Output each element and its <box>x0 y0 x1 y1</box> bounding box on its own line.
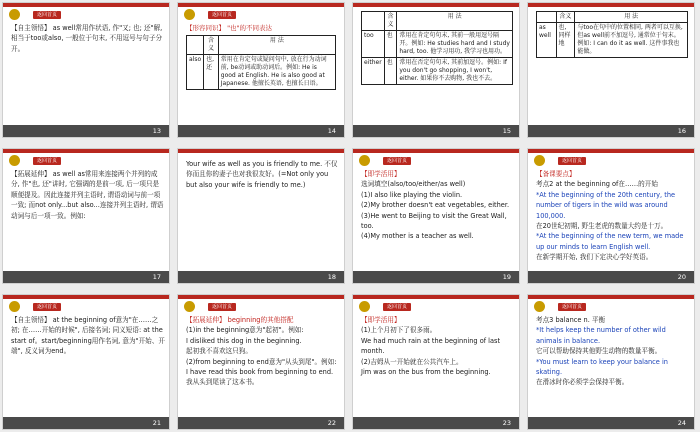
slide-21[interactable] <box>2 294 170 430</box>
home-icon[interactable] <box>534 301 545 312</box>
home-icon[interactable] <box>359 301 370 312</box>
slide-top-bar <box>353 295 519 299</box>
slide-number: 21 <box>152 419 161 427</box>
slide-top-bar <box>528 295 694 299</box>
slide-footer <box>353 271 519 283</box>
slide-15[interactable] <box>352 2 520 138</box>
table-header <box>362 12 385 31</box>
slide-number: 19 <box>502 273 511 281</box>
table-cell: 也, 同样地 <box>556 23 575 58</box>
table-cell: as well <box>537 23 557 58</box>
table-cell: 与too在句中的位置相同, 两者可以互换, 但as well前不加逗号, 通常位于句末。例如: I can do it as well. 这件事我也能做。 <box>575 23 688 58</box>
slide-13[interactable] <box>2 2 170 138</box>
table-cell: 也 <box>384 58 397 85</box>
slide-number: 14 <box>327 127 336 135</box>
table-header: 含义 <box>556 12 575 23</box>
slide-text: Your wife as well as you is friendly to me. 不仅你而且你的妻子也对我很友好。(=Not only you but also your wife is friendly to me.) <box>186 160 338 189</box>
slide-footer <box>178 271 344 283</box>
slide-footer <box>528 271 694 283</box>
table-cell: 常用在肯定句或疑问句中, 放在行为动词前, be动词或助动词后。例如: He is good at English. He is also good at Japanese. 他擅长英语, 也擅长日语。 <box>218 55 335 90</box>
back-home-button[interactable]: 返回首页 <box>33 157 61 165</box>
example-cn: 在滑冰时你必须学会保持平衡。 <box>536 378 629 387</box>
table-header: 用 法 <box>397 12 513 31</box>
slide-footer <box>3 125 169 137</box>
slide-footer <box>353 417 519 429</box>
slide-number: 13 <box>152 127 161 135</box>
table-header <box>537 12 557 23</box>
slide-19[interactable] <box>352 148 520 284</box>
slide-18[interactable] <box>177 148 345 284</box>
home-icon[interactable] <box>534 155 545 166</box>
exercise-item: (1)I also like playing the violin. <box>361 190 463 199</box>
slide-top-bar <box>178 3 344 7</box>
slide-footer <box>528 125 694 137</box>
text-line: I have read this book from beginning to end. <box>186 368 334 377</box>
slide-16[interactable] <box>527 2 695 138</box>
slide-footer <box>353 125 519 137</box>
slide-17[interactable] <box>2 148 170 284</box>
slide-title: 【形容同识】 "也"的不同表达 <box>186 24 273 32</box>
slide-number: 16 <box>677 127 686 135</box>
text-line: (1)in the beginning意为"起初"。例如: <box>186 326 304 335</box>
slide-top-bar <box>353 149 519 153</box>
slide-content <box>536 315 690 415</box>
text-line: Jim was on the bus from the beginning. <box>361 368 491 377</box>
back-home-button[interactable]: 返回首页 <box>208 11 236 19</box>
slide-number: 20 <box>677 273 686 281</box>
home-icon[interactable] <box>9 301 20 312</box>
key-point: 考点2 at the beginning of在……的开始 <box>536 180 658 189</box>
slide-top-bar <box>178 149 344 153</box>
slide-footer <box>3 271 169 283</box>
slide-text: 【拓展延伸】 as well as常用来连接两个并列的成分, 作"也, 还"讲时, 它强调的是前一项, 后一项只是顺便提及。因此连接并列主语时, 谓语动词与前一项一致; 而not only...but also...连接并列主语时, 谓语动词与后一项一致。例如: <box>11 170 164 220</box>
slide-number: 22 <box>327 419 336 427</box>
text-line: (2)吉姆从一开始就在公共汽车上。 <box>361 357 463 366</box>
table-cell: 常用在肯定句句末, 其前一般用逗号隔开。例如: He studies hard and I study hard, too. 他学习用功, 我学习也用功。 <box>397 31 513 58</box>
table-header: 含义 <box>204 36 219 55</box>
text-line: (1)上个月初下了很多雨。 <box>361 326 437 335</box>
slide-top-bar <box>528 3 694 7</box>
exercise-item: (4)My mother is a teacher as well. <box>361 232 474 241</box>
table-header: 用 法 <box>575 12 688 23</box>
slide-top-bar <box>178 295 344 299</box>
slide-footer <box>178 125 344 137</box>
slide-title: 【备课要点】 <box>536 170 576 178</box>
usage-table <box>186 35 336 90</box>
usage-table <box>361 11 513 85</box>
slide-number: 23 <box>502 419 511 427</box>
table-header <box>187 36 204 55</box>
back-home-button[interactable]: 返回首页 <box>208 303 236 311</box>
text-line: We had much rain at the beginning of last month. <box>361 336 501 356</box>
text-line: I disliked this dog in the beginning. <box>186 336 302 345</box>
table-cell: also <box>187 55 204 90</box>
back-home-button[interactable]: 返回首页 <box>383 303 411 311</box>
slide-23[interactable] <box>352 294 520 430</box>
table-cell: 也 <box>384 31 397 58</box>
slide-14[interactable] <box>177 2 345 138</box>
slide-number: 17 <box>152 273 161 281</box>
slide-footer <box>178 417 344 429</box>
slide-content <box>361 315 515 415</box>
example-cn: 它可以帮助保持其他野生动物的数量平衡。 <box>536 347 662 356</box>
exercise-item: (2)My brother doesn't eat vegetables, either. <box>361 201 510 210</box>
slide-content <box>536 11 690 123</box>
slide-22[interactable] <box>177 294 345 430</box>
back-home-button[interactable]: 返回首页 <box>558 303 586 311</box>
back-home-button[interactable]: 返回首页 <box>383 157 411 165</box>
exercise-intro: 选词填空(also/too/either/as well) <box>361 180 466 189</box>
home-icon[interactable] <box>359 155 370 166</box>
slide-top-bar <box>3 295 169 299</box>
slide-number: 24 <box>677 419 686 427</box>
back-home-button[interactable]: 返回首页 <box>33 11 61 19</box>
table-header: 用 法 <box>218 36 335 55</box>
back-home-button[interactable]: 返回首页 <box>33 303 61 311</box>
home-icon[interactable] <box>184 301 195 312</box>
example-cn: 在新学期开始, 我们下定决心学好英语。 <box>536 253 653 262</box>
example-en: *You must learn to keep your balance in skating. <box>536 357 668 377</box>
slide-24[interactable] <box>527 294 695 430</box>
slide-footer <box>3 417 169 429</box>
home-icon[interactable] <box>9 155 20 166</box>
usage-table <box>536 11 688 58</box>
example-en: *At the beginning of the new term, we made up our minds to learn English well. <box>536 232 684 251</box>
slide-title: 【即学活用】 <box>361 170 401 178</box>
slide-20[interactable] <box>527 148 695 284</box>
slide-number: 15 <box>502 127 511 135</box>
table-header: 含义 <box>384 12 397 31</box>
slide-content <box>361 169 515 269</box>
table-cell: 也, 还 <box>204 55 219 90</box>
home-icon[interactable] <box>184 9 195 20</box>
slide-content <box>536 169 690 269</box>
slide-top-bar <box>3 149 169 153</box>
slide-content <box>186 23 340 123</box>
slide-number: 18 <box>327 273 336 281</box>
back-home-button[interactable]: 返回首页 <box>558 157 586 165</box>
slide-top-bar <box>528 149 694 153</box>
key-point: 考点3 balance n. 平衡 <box>536 316 606 324</box>
home-icon[interactable] <box>9 9 20 20</box>
table-cell: 常用在否定句句末, 其前加逗号。例如: If you don't go shopping, I won't, either. 如果你不去购物, 我也不去。 <box>397 58 513 85</box>
slide-top-bar <box>3 3 169 7</box>
table-cell: either <box>362 58 385 85</box>
slide-title: 【拓展延伸】 beginning的其他搭配 <box>186 316 294 324</box>
example-en: *It helps keep the number of other wild animals in balance. <box>536 326 666 345</box>
slide-title: 【即学活用】 <box>361 316 401 324</box>
slide-content <box>186 315 340 415</box>
text-line: (2)from beginning to end意为"从头到尾"。例如: <box>186 357 337 366</box>
slide-footer <box>528 417 694 429</box>
slide-text: 【自主领悟】 at the beginning of意为"在……之初; 在……开始的时候", 后接名词; 同义短语: at the start of。start/beginning用作名词, 意为"开始、开端", 反义词为end。 <box>11 316 165 356</box>
exercise-item: (3)He went to Beijing to visit the Great Wall, too. <box>361 211 507 231</box>
slide-text: 【自主领悟】 as well常用作状语, 作"又; 也; 还"解, 相当于too或also, 一般位于句末, 不用逗号与句子分开。 <box>11 24 163 53</box>
slide-top-bar <box>353 3 519 7</box>
table-cell: too <box>362 31 385 58</box>
text-line: 我从头到尾读了这本书。 <box>186 378 259 387</box>
example-cn: 在20世纪初期, 野生老虎的数量大约是十万。 <box>536 222 668 231</box>
text-line: 起初我不喜欢这只狗。 <box>186 347 252 356</box>
example-en: *At the beginning of the 20th century, the number of tigers in the wild was around 100,000. <box>536 190 676 220</box>
slide-content <box>361 11 515 123</box>
